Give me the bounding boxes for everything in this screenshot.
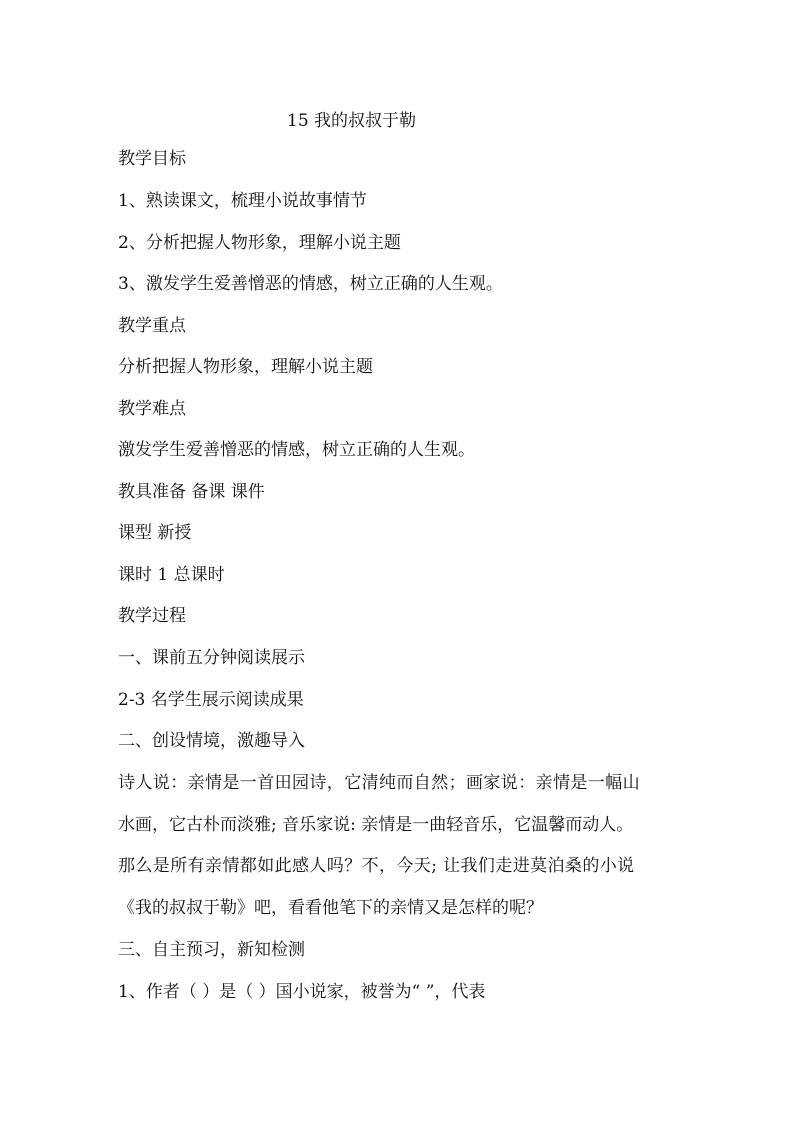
- section-two-heading: 二、创设情境，激趣导入: [118, 731, 305, 751]
- goal-item-1: 1、熟读课文，梳理小说故事情节: [118, 191, 367, 211]
- paragraph-line-4: 《我的叔叔于勒》吧，看看他笔下的亲情又是怎样的呢？: [118, 898, 543, 918]
- teaching-aids: 教具准备 备课 课件: [118, 482, 265, 502]
- question-item-1: 1、作者（ ）是（ ）国小说家，被誉为“ ”，代表: [118, 982, 486, 1002]
- page-title: 15 我的叔叔于勒: [287, 111, 417, 131]
- heading-teaching-goals: 教学目标: [118, 149, 186, 169]
- paragraph-line-3: 那么是所有亲情都如此感人吗？不，今天; 让我们走进莫泊桑的小说: [118, 856, 635, 876]
- section-one-text: 2-3 名学生展示阅读成果: [118, 690, 304, 710]
- key-points-text: 分析把握人物形象，理解小说主题: [118, 357, 373, 377]
- paragraph-line-1: 诗人说：亲情是一首田园诗，它清纯而自然；画家说：亲情是一幅山: [118, 773, 640, 793]
- lesson-hours: 课时 1 总课时: [118, 565, 225, 585]
- goal-item-2: 2、分析把握人物形象，理解小说主题: [118, 233, 401, 253]
- section-three-heading: 三、自主预习，新知检测: [118, 940, 305, 960]
- difficulties-text: 激发学生爱善憎恶的情感，树立正确的人生观。: [118, 440, 475, 460]
- lesson-type: 课型 新授: [118, 523, 192, 543]
- heading-teaching-process: 教学过程: [118, 606, 186, 626]
- heading-key-points: 教学重点: [118, 316, 186, 336]
- goal-item-3: 3、激发学生爱善憎恶的情感，树立正确的人生观。: [118, 274, 503, 294]
- section-one-heading: 一、课前五分钟阅读展示: [118, 648, 305, 668]
- paragraph-line-2: 水画，它古朴而淡雅; 音乐家说: 亲情是一曲轻音乐，它温馨而动人。: [118, 815, 634, 835]
- heading-difficulties: 教学难点: [118, 399, 186, 419]
